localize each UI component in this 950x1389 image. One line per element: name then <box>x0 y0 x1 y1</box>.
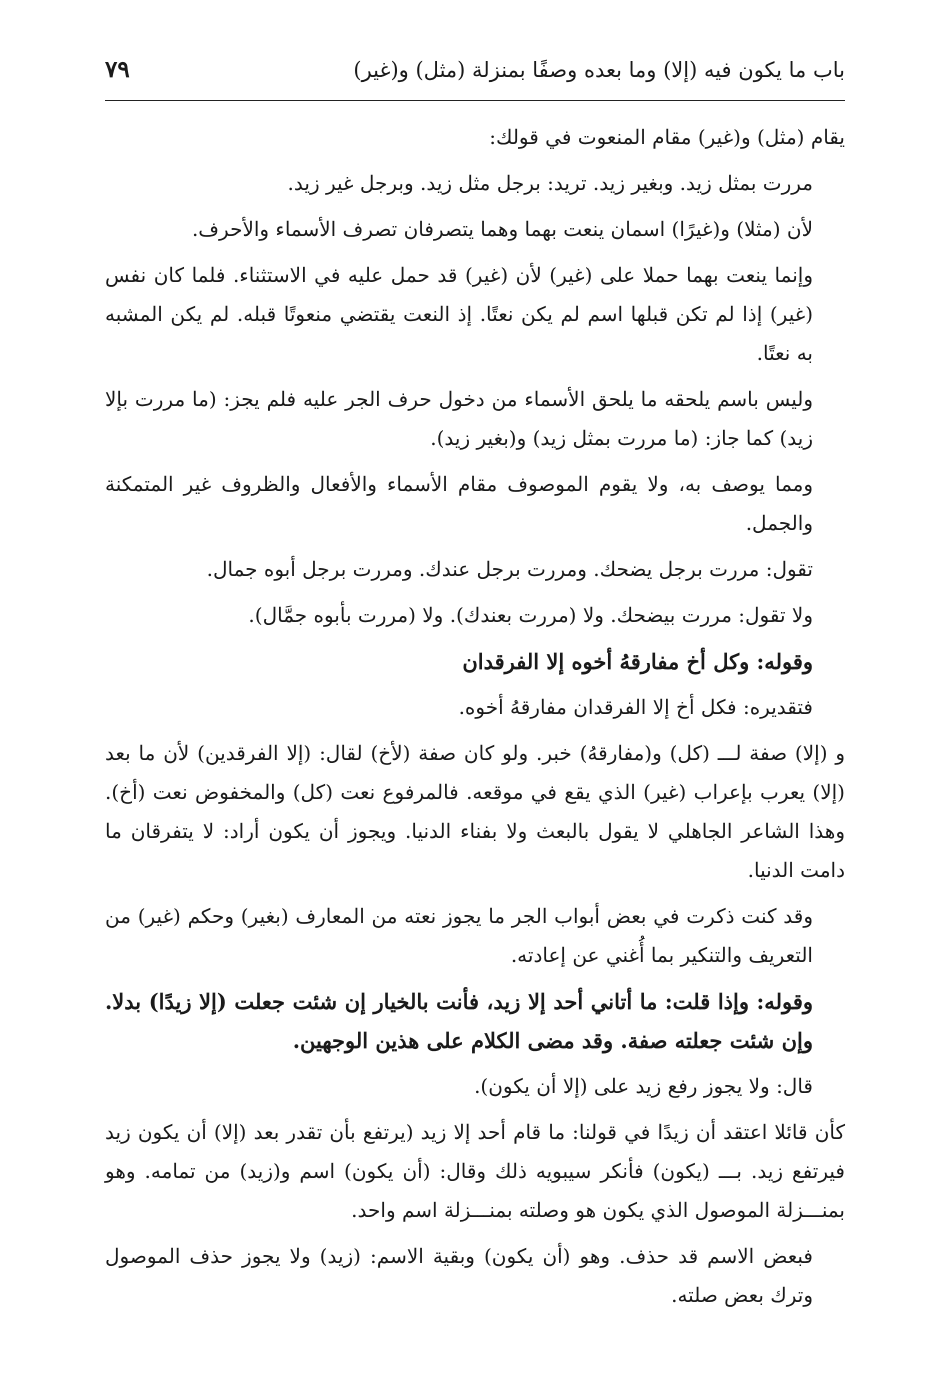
paragraph: ولا تقول: مررت بيضحك. ولا (مررت بعندك). ولا (مررت بأبوه جمَّال). <box>248 603 813 627</box>
paragraph: كأن قائلا اعتقد أن زيدًا في قولنا: ما قام أحد إلا زيد (يرتفع بأن تقدر بعد (إلا) أن يكون زيد فيرتفع زيد. بـــ (يكون) فأنكر سيبويه ذلك وقال: (أن يكون) اسم و(زيد) من تمامه. وهو بمنـــزلة الموصول الذي يكون هو وصلته بمنـــزلة اسم واحد. <box>105 1120 845 1222</box>
paragraph: فبعض الاسم قد حذف. وهو (أن يكون) وبقية الاسم: (زيد) ولا يجوز حذف الموصول وترك بعض صلته. <box>105 1244 813 1307</box>
paragraph: لأن (مثلا) و(غيرًا) اسمان ينعت بهما وهما يتصرفان تصرف الأسماء والأحرف. <box>191 217 813 241</box>
paragraph: وقد كنت ذكرت في بعض أبواب الجر ما يجوز نعته من المعارف (بغير) وحكم (غير) من التعريف والتنكير بما أُغني عن إعادته. <box>105 904 813 967</box>
header-rule <box>105 100 845 101</box>
paragraph: قال: ولا يجوز رفع زيد على (إلا أن يكون). <box>474 1074 813 1098</box>
paragraph: مررت بمثل زيد. وبغير زيد. تريد: برجل مثل زيد. وبرجل غير زيد. <box>287 171 813 195</box>
body-text <box>105 118 845 1322</box>
paragraph: و (إلا) صفة لـــ (كل) و(مفارقهُ) خبر. ولو كان صفة (لأخ) لقال: (إلا الفرقدين) لأن ما بعد (إلا) يعرب بإعراب (غير) الذي يقع في موقعه. فالمرفوع نعت (كل) والمخفوض نعت (أخ). وهذا الشاعر الجاهلي لا يقول بالبعث ولا بفناء الدنيا. ويجوز أن يكون أراد: لا يتفرقان ما دامت الدنيا. <box>105 741 845 882</box>
paragraph: وإنما ينعت بهما حملا على (غير) لأن (غير) قد حمل عليه في الاستثناء. فلما كان نفس (غير) إذا لم تكن قبلها اسم لم يكن نعتًا. إذ النعت يقتضي منعوتًا قبله. لم يكن المشبه به نعتًا. <box>105 263 813 365</box>
chapter-title: باب ما يكون فيه (إلا) وما بعده وصفًا بمنزلة (مثل) و(غير) <box>353 58 845 82</box>
running-header <box>105 48 845 92</box>
paragraph: وليس باسم يلحقه ما يلحق الأسماء من دخول حرف الجر عليه فلم يجز: (ما مررت بإلا زيد) كما جاز: (ما مررت بمثل زيد) و(بغير زيد). <box>105 387 813 450</box>
paragraph: وقوله: وكل أخ مفارقهُ أخوه إلا الفرقدان <box>462 649 813 674</box>
paragraph: فتقديره: فكل أخ إلا الفرقدان مفارقهُ أخوه. <box>458 695 813 719</box>
paragraph: ومما يوصف به، ولا يقوم الموصوف مقام الأسماء والأفعال والظروف غير المتمكنة والجمل. <box>105 472 813 535</box>
paragraph: تقول: مررت برجل يضحك. ومررت برجل عندك. ومررت برجل أبوه جمال. <box>206 557 813 581</box>
paragraph: وقوله: وإذا قلت: ما أتاني أحد إلا زيد، فأنت بالخيار إن شئت جعلت (إلا زيدًا) بدلا. وإن شئت جعلته صفة. وقد مضى الكلام على هذين الوجهين. <box>105 989 813 1053</box>
paragraph: يقام (مثل) و(غير) مقام المنعوت في قولك: <box>489 125 845 149</box>
page-number: ٧٩ <box>105 56 130 83</box>
